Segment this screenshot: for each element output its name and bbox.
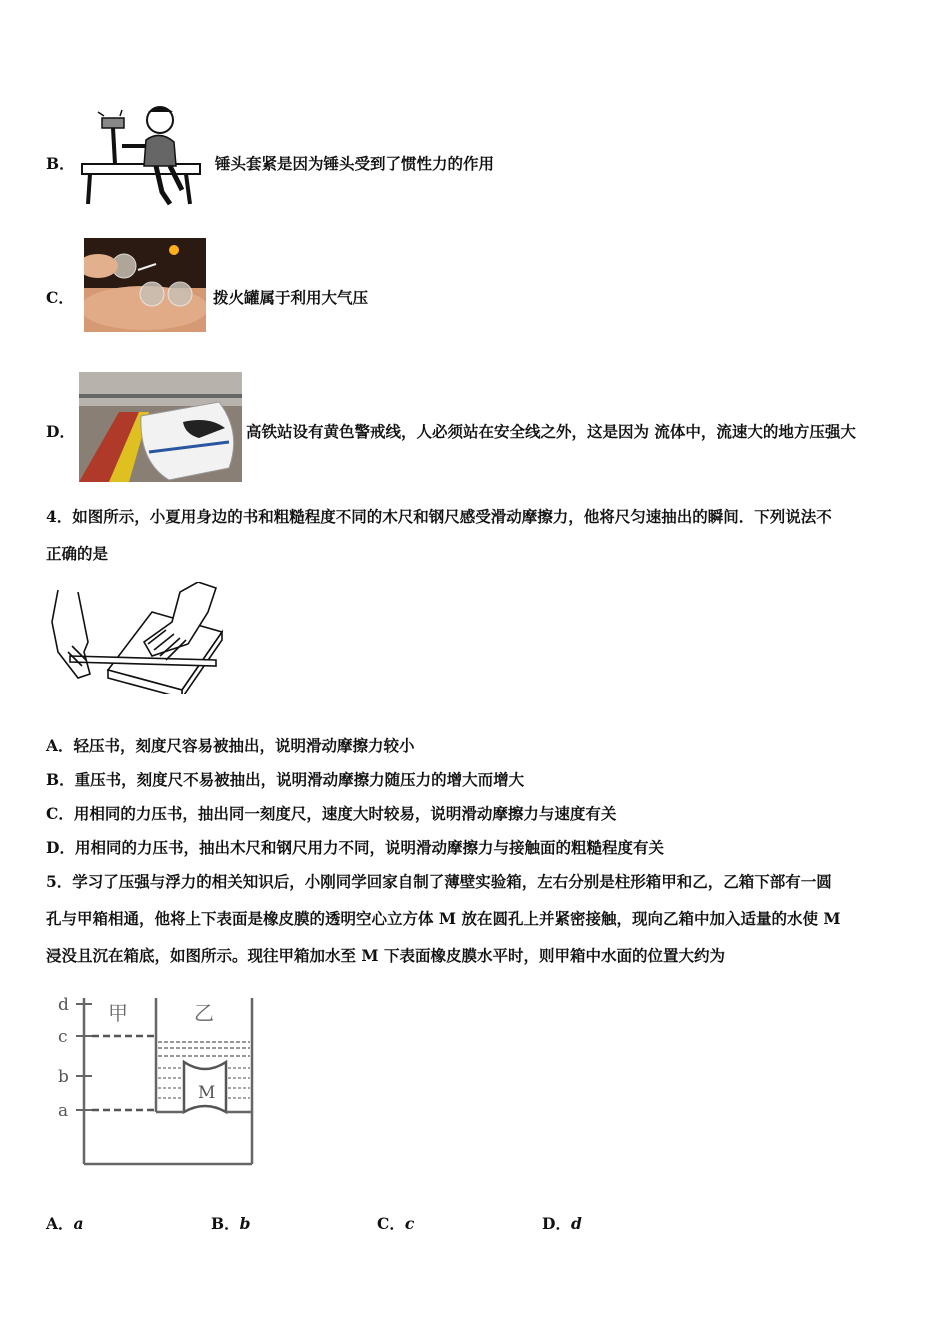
level-label-d: d <box>58 995 69 1015</box>
q3-option-c-letter: C． <box>46 288 74 307</box>
q5-option-c-letter: C． <box>377 1214 405 1233</box>
q4-option-a: A．轻压书，刻度尺容易被抽出，说明滑动摩擦力较小 <box>46 736 415 755</box>
q4-option-c: C．用相同的力压书，抽出同一刻度尺，速度大时较易，说明滑动摩擦力与速度有关 <box>46 804 617 823</box>
q5-stem-line-3: 浸没且沉在箱底，如图所示。现往甲箱加水至 M 下表面橡皮膜水平时，则甲箱中水面的位置大约为 <box>46 946 725 965</box>
q5-option-c <box>377 1212 414 1234</box>
q5-option-a <box>46 1212 84 1234</box>
q5-option-d-letter: D． <box>542 1214 571 1233</box>
hammer-bench-image <box>78 100 210 210</box>
q5-option-a-value: a <box>73 1214 84 1233</box>
q5-option-c-value: c <box>404 1214 415 1233</box>
q4-option-b: B．重压书，刻度尺不易被抽出，说明滑动摩擦力随压力的增大而增大 <box>46 770 525 789</box>
q5-option-d-value: d <box>570 1214 582 1233</box>
q4-stem-line-1: 4．如图所示，小夏用身边的书和粗糙程度不同的木尺和钢尺感受滑动摩擦力，他将尺匀速抽出的瞬间．下列说法不 <box>46 507 832 526</box>
q4-stem-line-2: 正确的是 <box>46 544 109 563</box>
q3-option-b-text: 锤头套紧是因为锤头受到了惯性力的作用 <box>215 154 495 173</box>
q3-option-c-text: 拨火罐属于利用大气压 <box>213 288 369 307</box>
q3-option-d-letter: D． <box>46 422 75 441</box>
cupping-photo <box>84 238 206 332</box>
q5-option-b-letter: B． <box>211 1214 240 1233</box>
q5-option-d <box>542 1212 582 1234</box>
level-label-a: a <box>58 1101 69 1121</box>
q3-option-b-letter: B． <box>46 154 75 173</box>
book-ruler-hands-figure <box>48 582 224 694</box>
q5-stem-line-2: 孔与甲箱相通，他将上下表面是橡皮膜的透明空心立方体 M 放在圆孔上并紧密接触，现向乙箱中加入适量的水使 M <box>46 909 841 928</box>
q3-option-d-text: 高铁站设有黄色警戒线，人必须站在安全线之外，这是因为 流体中，流速大的地方压强大 <box>246 422 856 441</box>
tank-m-label: M <box>198 1083 216 1103</box>
q5-option-b-value: b <box>239 1214 251 1233</box>
q5-stem-line-1: 5．学习了压强与浮力的相关知识后，小刚同学回家自制了薄壁实验箱，左右分别是柱形箱甲和乙，乙箱下部有一圆 <box>46 872 832 891</box>
q5-option-b <box>211 1212 250 1234</box>
tank-figure <box>52 994 258 1170</box>
level-label-b: b <box>58 1067 69 1087</box>
high-speed-train-photo <box>79 372 242 482</box>
q4-option-d: D．用相同的力压书，抽出木尺和钢尺用力不同，说明滑动摩擦力与接触面的粗糙程度有关 <box>46 838 664 857</box>
tank-jia-label: 甲 <box>108 1001 128 1025</box>
q5-option-a-letter: A． <box>46 1214 74 1233</box>
level-label-c: c <box>58 1027 68 1047</box>
tank-yi-label: 乙 <box>194 1001 214 1025</box>
